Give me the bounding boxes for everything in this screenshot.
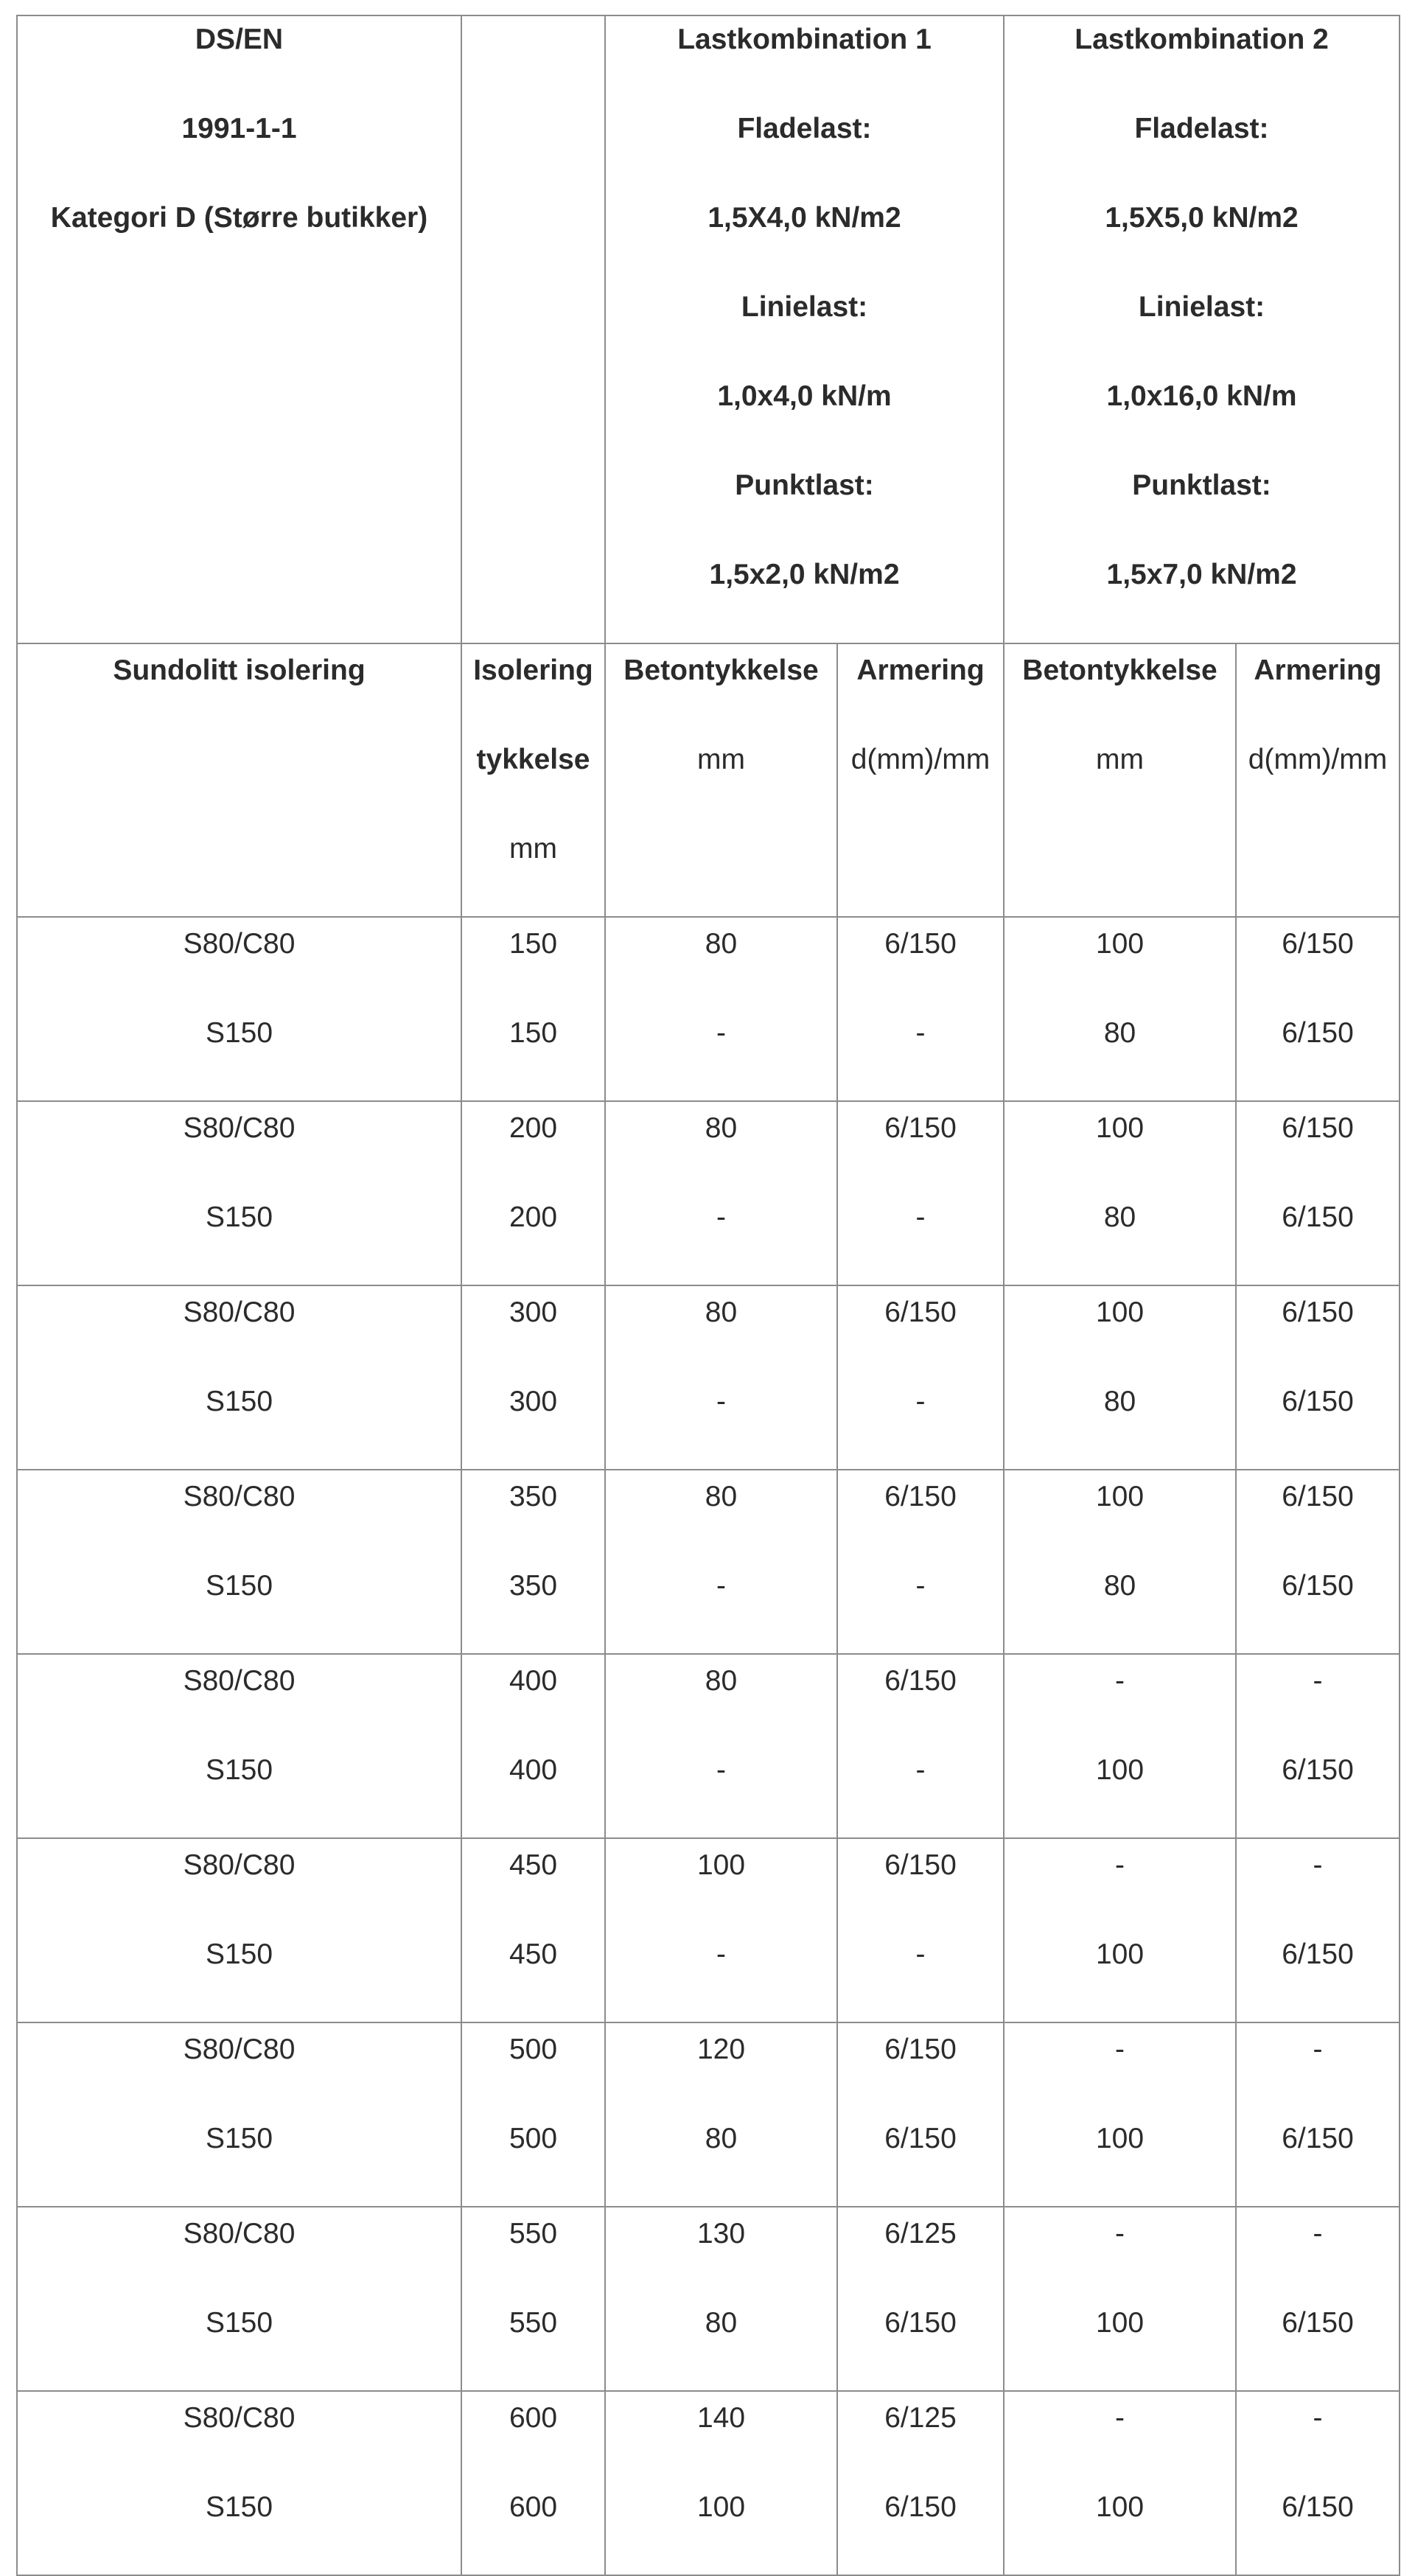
insulation-type-cell <box>17 2207 461 2391</box>
rebar-1-s80-value: 6/150 <box>884 1112 957 1144</box>
thickness-s150-value: 600 <box>509 2491 558 2523</box>
standard-code: 1991-1-1 <box>181 113 297 144</box>
concrete-2-s150-value: 100 <box>1095 2307 1145 2339</box>
load-table <box>16 15 1400 2576</box>
subheader-row <box>17 643 1400 917</box>
insulation-type-cell <box>17 1654 461 1838</box>
rebar-2-cell <box>1236 1285 1400 1470</box>
rebar-1-unit: d(mm)/mm <box>850 744 990 775</box>
thickness-s80-value: 150 <box>509 928 558 960</box>
concrete-2-cell <box>1004 1838 1236 2022</box>
rebar-1-s150-value: 6/150 <box>884 2123 957 2154</box>
combination-1-point-value: 1,5x2,0 kN/m2 <box>709 559 900 590</box>
insulation-type-s80-value: S80/C80 <box>183 2402 296 2434</box>
insulation-type-s80-value: S80/C80 <box>183 1112 296 1144</box>
table-row <box>17 2207 1400 2391</box>
empty-header-cell <box>461 15 605 643</box>
thickness-header-cell <box>461 643 605 917</box>
insulation-type-s150-value: S150 <box>205 1201 273 1233</box>
concrete-1-s150-value: 80 <box>705 2307 738 2339</box>
thickness-s150-value: 200 <box>509 1201 558 1233</box>
concrete-2-s150-value: 80 <box>1103 1017 1136 1049</box>
thickness-s80-value: 200 <box>509 1112 558 1144</box>
rebar-1-cell <box>837 1838 1004 2022</box>
rebar-1-s80-value: 6/150 <box>884 1481 957 1512</box>
insulation-type-cell <box>17 1285 461 1470</box>
rebar-2-cell <box>1236 1838 1400 2022</box>
rebar-2-cell <box>1236 1470 1400 1654</box>
rebar-1-s150-value: - <box>915 1201 926 1233</box>
concrete-2-s150-value: 100 <box>1095 2491 1145 2523</box>
thickness-s80-value: 450 <box>509 1849 558 1881</box>
concrete-2-s80-value: - <box>1115 2034 1125 2065</box>
concrete-1-s150-value: - <box>716 1570 726 1602</box>
insulation-type-s150-value: S150 <box>205 1938 273 1970</box>
rebar-2-s150-value: 6/150 <box>1282 2123 1354 2154</box>
concrete-1-s150-value: - <box>716 1938 726 1970</box>
concrete-2-s150-value: 80 <box>1103 1570 1136 1602</box>
rebar-2-s80-value: - <box>1313 1849 1323 1881</box>
rebar-1-header-cell <box>837 643 1004 917</box>
thickness-s150-value: 150 <box>509 1017 558 1049</box>
concrete-2-cell <box>1004 1654 1236 1838</box>
rebar-1-cell <box>837 917 1004 1101</box>
rebar-1-s150-value: - <box>915 1570 926 1602</box>
concrete-1-cell <box>605 1470 837 1654</box>
insulation-type-s150-value: S150 <box>205 1754 273 1786</box>
insulation-header: Sundolitt isolering <box>113 655 366 686</box>
rebar-2-s80-value: 6/150 <box>1282 1296 1354 1328</box>
concrete-1-cell <box>605 2207 837 2391</box>
insulation-type-s150-value: S150 <box>205 2307 273 2339</box>
insulation-type-cell <box>17 2022 461 2207</box>
thickness-s150-value: 450 <box>509 1938 558 1970</box>
rebar-2-s150-value: 6/150 <box>1282 1938 1354 1970</box>
insulation-type-s150-value: S150 <box>205 1570 273 1602</box>
concrete-1-s150-value: 80 <box>705 2123 738 2154</box>
rebar-1-s80-value: 6/150 <box>884 1665 957 1697</box>
concrete-1-s150-value: - <box>716 1754 726 1786</box>
rebar-2-s80-value: 6/150 <box>1282 928 1354 960</box>
table-row <box>17 1838 1400 2022</box>
concrete-1-cell <box>605 917 837 1101</box>
rebar-2-header: Armering <box>1254 655 1382 686</box>
rebar-1-s150-value: - <box>915 1938 926 1970</box>
concrete-2-cell <box>1004 1285 1236 1470</box>
combination-2-line-label: Linielast: <box>1138 291 1265 323</box>
concrete-2-cell <box>1004 2207 1236 2391</box>
insulation-type-cell <box>17 1101 461 1285</box>
rebar-2-cell <box>1236 917 1400 1101</box>
combination-2-line-value: 1,0x16,0 kN/m <box>1106 380 1297 412</box>
combination-1-point-label: Punktlast: <box>735 470 874 501</box>
rebar-2-unit: d(mm)/mm <box>1248 744 1388 775</box>
thickness-s80-value: 550 <box>509 2218 558 2249</box>
thickness-s150-value: 500 <box>509 2123 558 2154</box>
concrete-1-cell <box>605 1285 837 1470</box>
concrete-1-cell <box>605 1654 837 1838</box>
combination-1-cell <box>605 15 1004 643</box>
concrete-1-s80-value: 80 <box>705 1481 738 1512</box>
insulation-type-s150-value: S150 <box>205 2491 273 2523</box>
rebar-2-s80-value: - <box>1313 2218 1323 2249</box>
rebar-2-s80-value: - <box>1313 1665 1323 1697</box>
combination-2-surface-label: Fladelast: <box>1134 113 1269 144</box>
concrete-2-s150-value: 80 <box>1103 1386 1136 1417</box>
rebar-2-cell <box>1236 2022 1400 2207</box>
table-row <box>17 2391 1400 2575</box>
concrete-2-s80-value: 100 <box>1095 1112 1145 1144</box>
concrete-2-cell <box>1004 2391 1236 2575</box>
concrete-1-unit: mm <box>697 744 745 775</box>
insulation-type-cell <box>17 917 461 1101</box>
combination-1-line-label: Linielast: <box>741 291 868 323</box>
insulation-type-s80-value: S80/C80 <box>183 1296 296 1328</box>
rebar-2-s80-value: - <box>1313 2034 1323 2065</box>
concrete-1-s150-value: - <box>716 1201 726 1233</box>
concrete-2-cell <box>1004 1470 1236 1654</box>
insulation-header-cell <box>17 643 461 917</box>
concrete-2-s80-value: - <box>1115 2218 1125 2249</box>
combination-1-surface-value: 1,5X4,0 kN/m2 <box>708 202 901 234</box>
rebar-2-cell <box>1236 1654 1400 1838</box>
rebar-1-s150-value: 6/150 <box>884 2491 957 2523</box>
thickness-cell <box>461 2022 605 2207</box>
rebar-2-s80-value: - <box>1313 2402 1323 2434</box>
insulation-type-s80-value: S80/C80 <box>183 1665 296 1697</box>
standard-cell <box>17 15 461 643</box>
rebar-2-s150-value: 6/150 <box>1282 2491 1354 2523</box>
thickness-s150-value: 400 <box>509 1754 558 1786</box>
rebar-2-s150-value: 6/150 <box>1282 1754 1354 1786</box>
concrete-2-s150-value: 100 <box>1095 1938 1145 1970</box>
rebar-1-cell <box>837 1470 1004 1654</box>
concrete-2-cell <box>1004 2022 1236 2207</box>
concrete-1-s150-value: - <box>716 1017 726 1049</box>
rebar-1-s80-value: 6/150 <box>884 1849 957 1881</box>
rebar-1-cell <box>837 2391 1004 2575</box>
header-row <box>17 15 1400 643</box>
rebar-2-s150-value: 6/150 <box>1282 2307 1354 2339</box>
concrete-1-s80-value: 120 <box>696 2034 746 2065</box>
thickness-cell <box>461 917 605 1101</box>
concrete-1-s80-value: 80 <box>705 928 738 960</box>
thickness-s80-value: 600 <box>509 2402 558 2434</box>
concrete-1-header-cell <box>605 643 837 917</box>
concrete-2-cell <box>1004 1101 1236 1285</box>
rebar-2-header-cell <box>1236 643 1400 917</box>
insulation-type-cell <box>17 1838 461 2022</box>
thickness-cell <box>461 1285 605 1470</box>
thickness-s80-value: 400 <box>509 1665 558 1697</box>
concrete-2-s80-value: - <box>1115 1849 1125 1881</box>
concrete-2-s150-value: 100 <box>1095 2123 1145 2154</box>
thickness-cell <box>461 1101 605 1285</box>
rebar-1-s150-value: - <box>915 1386 926 1417</box>
thickness-s80-value: 350 <box>509 1481 558 1512</box>
thickness-cell <box>461 1838 605 2022</box>
concrete-1-s80-value: 100 <box>696 1849 746 1881</box>
thickness-header-line-1: Isolering <box>473 655 593 686</box>
thickness-cell <box>461 2391 605 2575</box>
concrete-2-unit: mm <box>1096 744 1144 775</box>
rebar-1-cell <box>837 2207 1004 2391</box>
concrete-2-s80-value: 100 <box>1095 1296 1145 1328</box>
concrete-1-cell <box>605 1838 837 2022</box>
table-row <box>17 1654 1400 1838</box>
standard-category: Kategori D (Større butikker) <box>50 202 428 234</box>
insulation-type-s150-value: S150 <box>205 1386 273 1417</box>
concrete-2-s80-value: - <box>1115 2402 1125 2434</box>
concrete-2-header-cell <box>1004 643 1236 917</box>
insulation-type-cell <box>17 2391 461 2575</box>
thickness-s80-value: 500 <box>509 2034 558 2065</box>
insulation-type-s80-value: S80/C80 <box>183 2218 296 2249</box>
thickness-s150-value: 550 <box>509 2307 558 2339</box>
concrete-2-s80-value: 100 <box>1095 1481 1145 1512</box>
insulation-type-s80-value: S80/C80 <box>183 1849 296 1881</box>
rebar-2-s150-value: 6/150 <box>1282 1570 1354 1602</box>
rebar-1-cell <box>837 1654 1004 1838</box>
rebar-2-s80-value: 6/150 <box>1282 1481 1354 1512</box>
rebar-1-s80-value: 6/125 <box>884 2218 957 2249</box>
insulation-type-s150-value: S150 <box>205 1017 273 1049</box>
rebar-1-header: Armering <box>856 655 985 686</box>
concrete-1-header: Betontykkelse <box>623 655 819 686</box>
rebar-2-cell <box>1236 2391 1400 2575</box>
rebar-1-cell <box>837 1101 1004 1285</box>
rebar-2-s150-value: 6/150 <box>1282 1386 1354 1417</box>
thickness-s150-value: 350 <box>509 1570 558 1602</box>
rebar-1-s80-value: 6/150 <box>884 928 957 960</box>
concrete-2-s80-value: 100 <box>1095 928 1145 960</box>
concrete-1-cell <box>605 1101 837 1285</box>
table-row <box>17 1101 1400 1285</box>
rebar-1-s80-value: 6/150 <box>884 1296 957 1328</box>
thickness-header-unit: mm <box>509 833 557 865</box>
concrete-1-s150-value: - <box>716 1386 726 1417</box>
combination-2-cell <box>1004 15 1400 643</box>
rebar-2-s150-value: 6/150 <box>1282 1017 1354 1049</box>
concrete-2-s150-value: 80 <box>1103 1201 1136 1233</box>
insulation-type-cell <box>17 1470 461 1654</box>
thickness-cell <box>461 1654 605 1838</box>
concrete-1-cell <box>605 2022 837 2207</box>
concrete-2-s80-value: - <box>1115 1665 1125 1697</box>
thickness-s150-value: 300 <box>509 1386 558 1417</box>
standard-title: DS/EN <box>195 24 284 55</box>
concrete-2-cell <box>1004 917 1236 1101</box>
rebar-1-s80-value: 6/125 <box>884 2402 957 2434</box>
concrete-2-s150-value: 100 <box>1095 1754 1145 1786</box>
concrete-1-s80-value: 140 <box>696 2402 746 2434</box>
rebar-1-cell <box>837 1285 1004 1470</box>
table-row <box>17 1285 1400 1470</box>
rebar-2-cell <box>1236 1101 1400 1285</box>
concrete-1-s80-value: 80 <box>705 1665 738 1697</box>
concrete-1-s80-value: 80 <box>705 1112 738 1144</box>
rebar-1-cell <box>837 2022 1004 2207</box>
rebar-1-s150-value: - <box>915 1017 926 1049</box>
insulation-type-s150-value: S150 <box>205 2123 273 2154</box>
thickness-cell <box>461 1470 605 1654</box>
combination-2-point-label: Punktlast: <box>1132 470 1271 501</box>
thickness-header-line-2: tykkelse <box>476 744 590 775</box>
concrete-1-cell <box>605 2391 837 2575</box>
rebar-2-s150-value: 6/150 <box>1282 1201 1354 1233</box>
rebar-2-cell <box>1236 2207 1400 2391</box>
concrete-1-s80-value: 80 <box>705 1296 738 1328</box>
rebar-1-s80-value: 6/150 <box>884 2034 957 2065</box>
rebar-1-s150-value: 6/150 <box>884 2307 957 2339</box>
table-row <box>17 917 1400 1101</box>
table-row <box>17 1470 1400 1654</box>
thickness-s80-value: 300 <box>509 1296 558 1328</box>
insulation-type-s80-value: S80/C80 <box>183 1481 296 1512</box>
combination-1-title: Lastkombination 1 <box>677 24 932 55</box>
combination-2-surface-value: 1,5X5,0 kN/m2 <box>1105 202 1299 234</box>
concrete-2-header: Betontykkelse <box>1022 655 1217 686</box>
combination-2-point-value: 1,5x7,0 kN/m2 <box>1106 559 1297 590</box>
rebar-2-s80-value: 6/150 <box>1282 1112 1354 1144</box>
thickness-cell <box>461 2207 605 2391</box>
insulation-type-s80-value: S80/C80 <box>183 928 296 960</box>
combination-1-surface-label: Fladelast: <box>737 113 872 144</box>
combination-2-title: Lastkombination 2 <box>1075 24 1329 55</box>
concrete-1-s150-value: 100 <box>696 2491 746 2523</box>
insulation-type-s80-value: S80/C80 <box>183 2034 296 2065</box>
table-row <box>17 2022 1400 2207</box>
combination-1-line-value: 1,0x4,0 kN/m <box>717 380 892 412</box>
rebar-1-s150-value: - <box>915 1754 926 1786</box>
concrete-1-s80-value: 130 <box>696 2218 746 2249</box>
